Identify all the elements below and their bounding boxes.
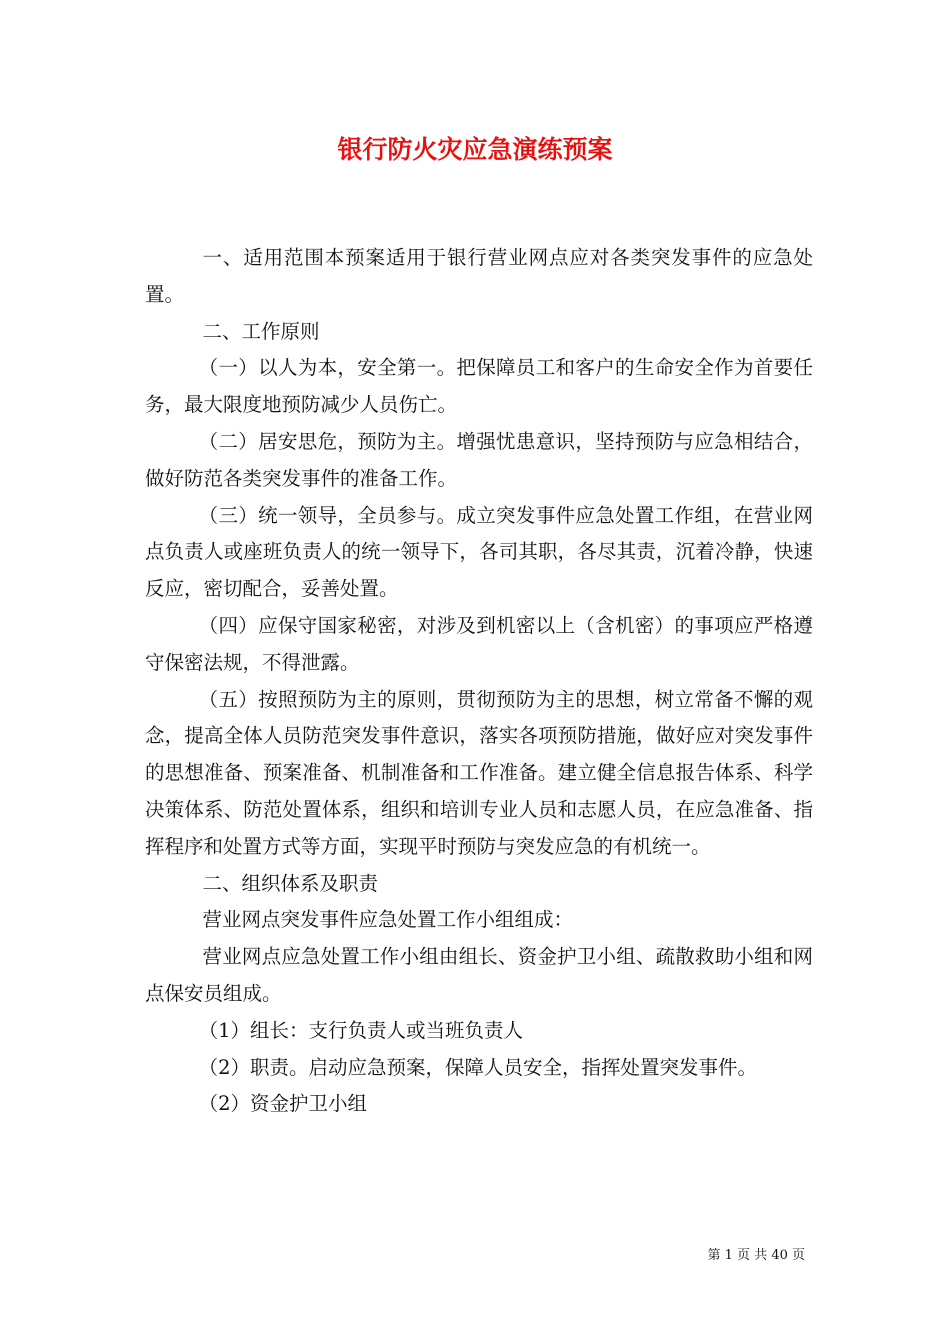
paragraph-team-members: 营业网点应急处置工作小组由组长、资金护卫小组、疏散救助小组和网点保安员组成。 xyxy=(145,945,813,1005)
document-title: 银行防火灾应急演练预案 xyxy=(337,135,613,164)
paragraph-principle-1: （一）以人为本，安全第一。把保障员工和客户的生命安全作为首要任务，最大限度地预防减少人员伤亡。 xyxy=(145,356,813,417)
paragraph-team-composition: 营业网点突发事件应急处置工作小组组成： xyxy=(202,908,574,932)
paragraph-duties: （2）职责。启动应急预案，保障人员安全，指挥处置突发事件。 xyxy=(198,1055,758,1079)
paragraph-scope: 一、适用范围本预案适用于银行营业网点应对各类突发事件的应急处置。 xyxy=(145,246,813,306)
paragraph-principle-5: （五）按照预防为主的原则，贯彻预防为主的思想，树立常备不懈的观念，提高全体人员防范突发事件意识，落实各项预防措施，做好应对突发事件的思想准备、预案准备、机制准备和工作准备。建立健全信息报告体系、科学决策体系、防范处置体系，组织和培训专业人员和志愿人员，在应急准备、指挥程序和处置方式等方面，实现平时预防与突发应急的有机统一。 xyxy=(145,687,813,858)
paragraph-principle-4: （四）应保守国家秘密，对涉及到机密以上（含机密）的事项应严格遵守保密法规，不得泄露。 xyxy=(145,613,813,674)
heading-principles: 二、工作原则 xyxy=(202,319,320,343)
paragraph-fund-guard-team: （2）资金护卫小组 xyxy=(198,1092,368,1116)
page-number: 第 1 页 共 40 页 xyxy=(707,1248,805,1263)
heading-organization: 二、组织体系及职责 xyxy=(202,871,379,895)
paragraph-principle-2: （二）居安思危，预防为主。增强忧患意识，坚持预防与应急相结合，做好防范各类突发事件的准备工作。 xyxy=(145,429,813,490)
document-body xyxy=(145,240,813,1123)
paragraph-principle-3: （三）统一领导，全员参与。成立突发事件应急处置工作组，在营业网点负责人或座班负责人的统一领导下，各司其职，各尽其责，沉着冷静，快速反应，密切配合，妥善处置。 xyxy=(145,503,813,601)
paragraph-leader: （1）组长：支行负责人或当班负责人 xyxy=(198,1018,524,1042)
